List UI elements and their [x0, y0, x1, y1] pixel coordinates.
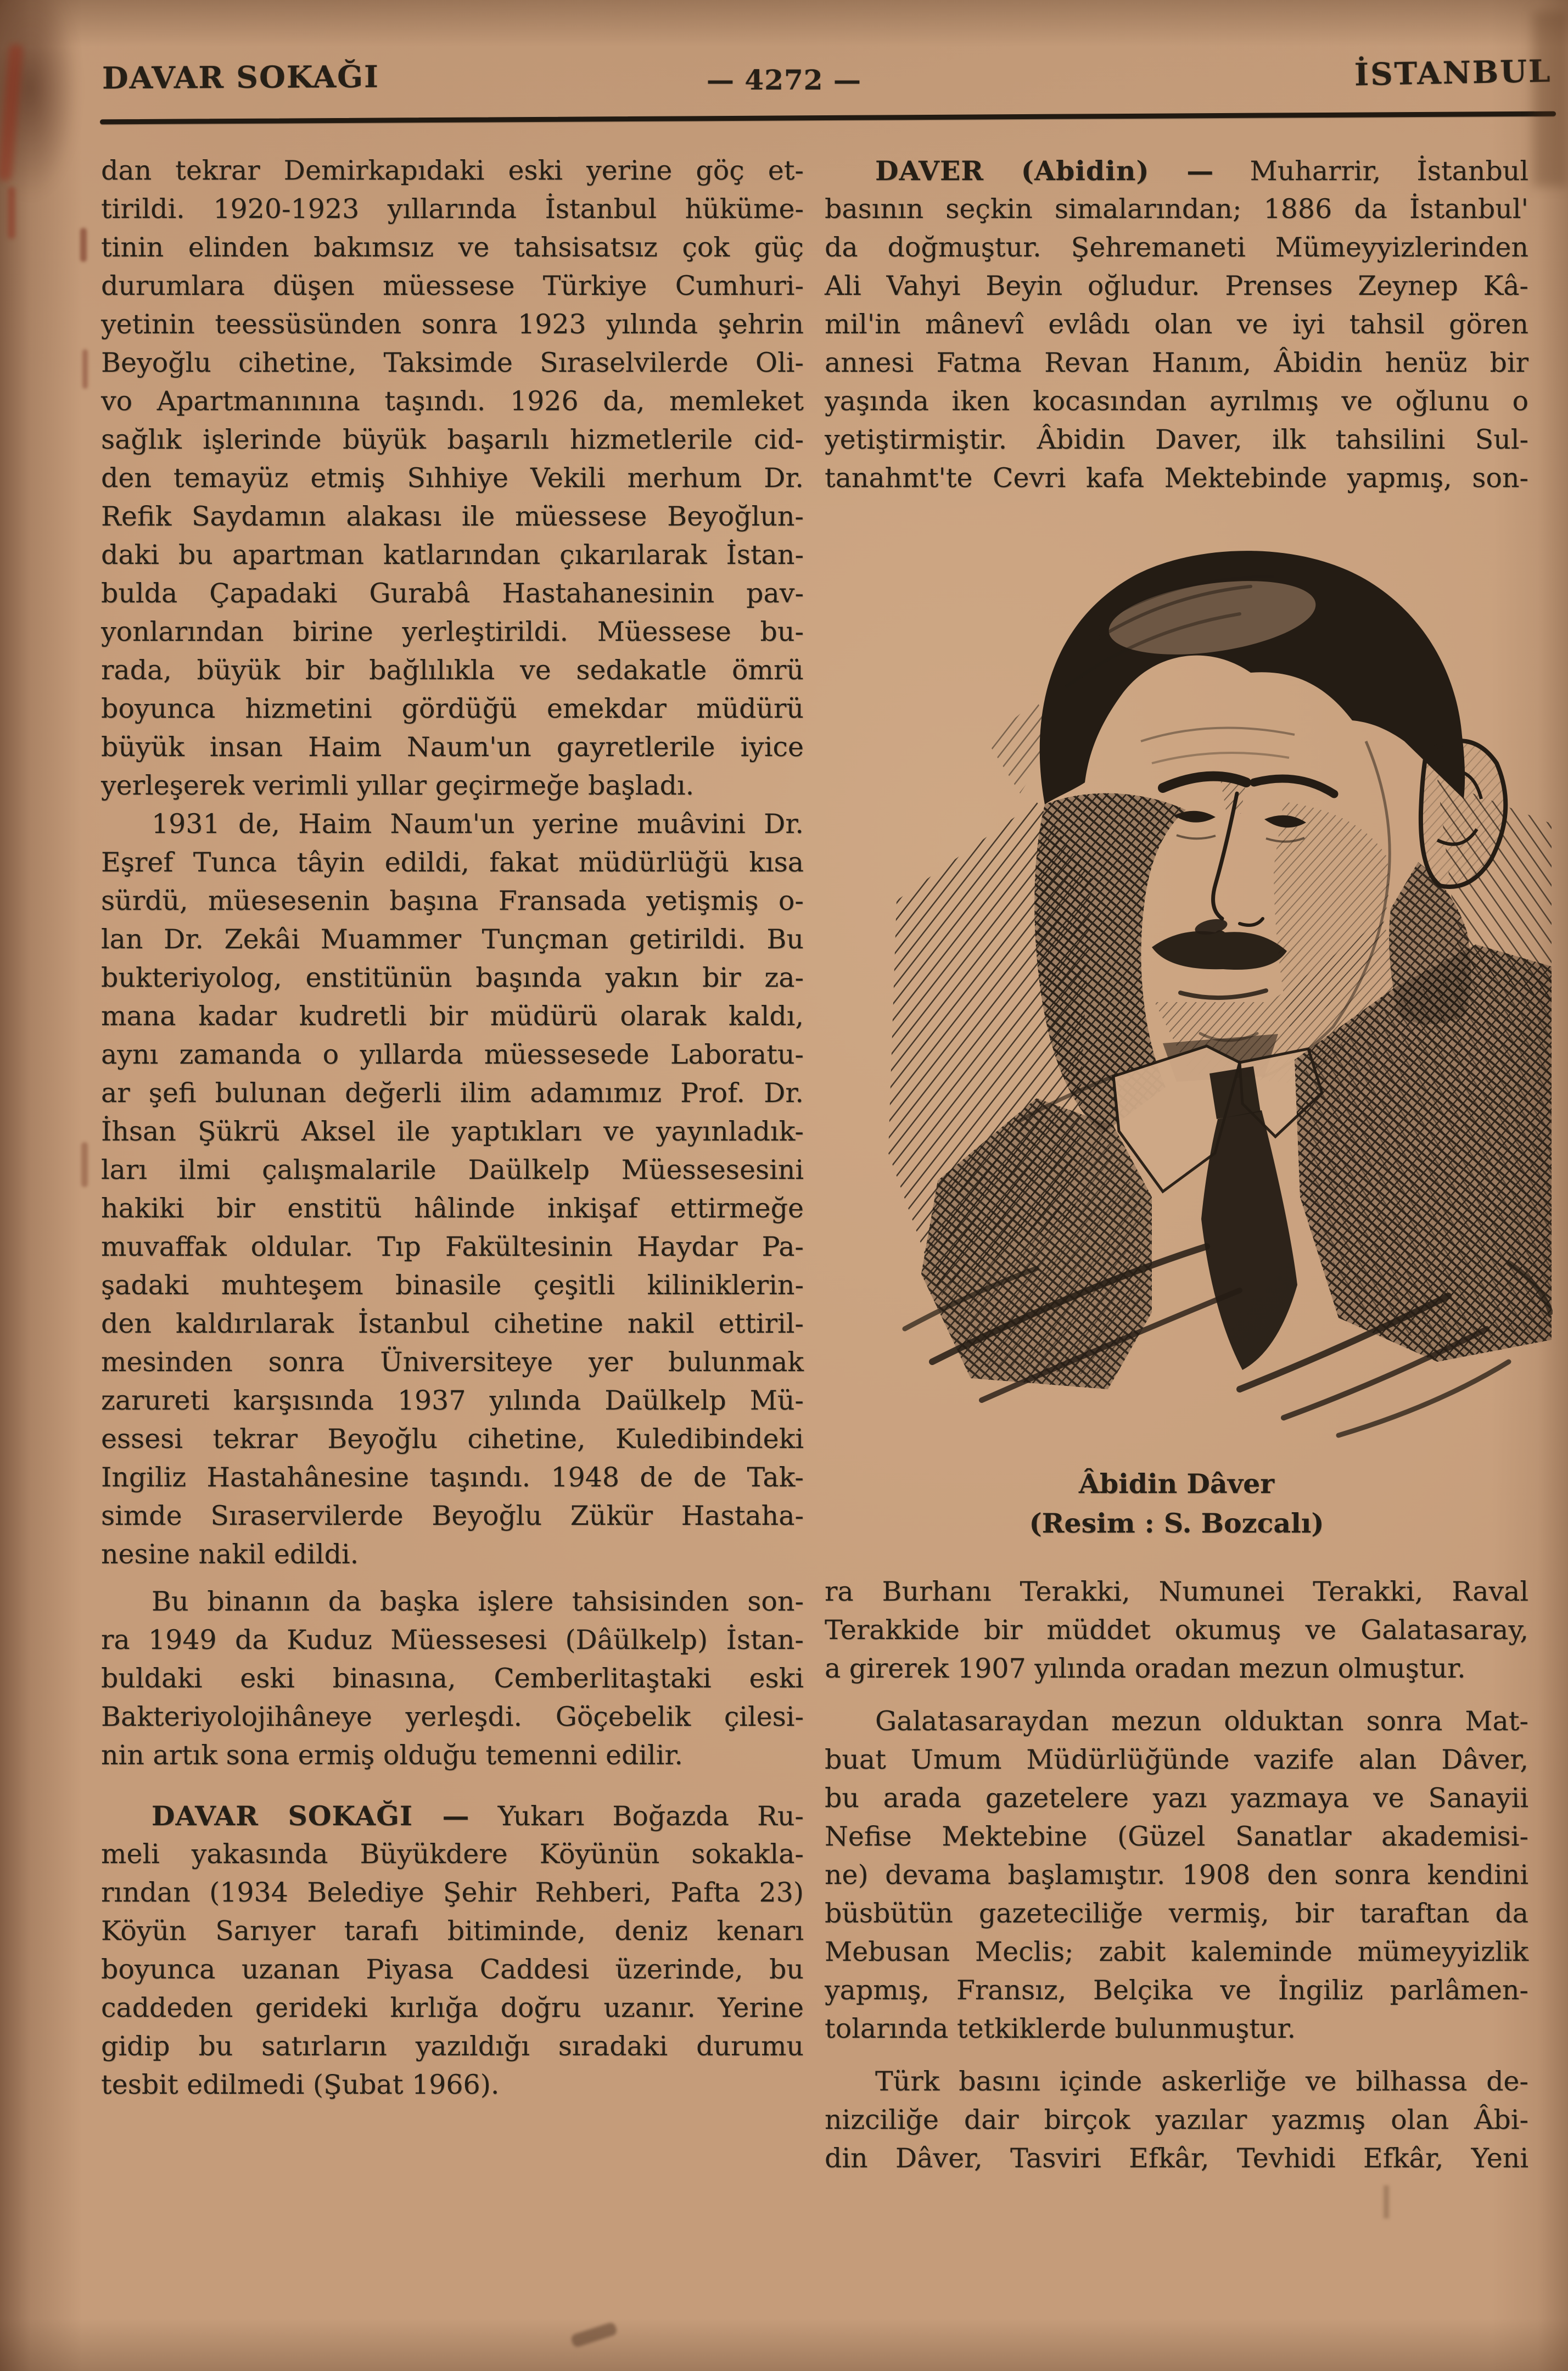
text-line: DAVER (Abidin) — Muharrir, İstanbul [875, 155, 1528, 187]
text-line: tanahmt'te Cevri kafa Mektebinde yapmış, son- [825, 462, 1528, 494]
text-line: yonlarından birine yerleştirildi. Müessese bu- [101, 616, 804, 647]
text-line: Galatasaraydan mezun olduktan sonra Mat- [875, 1705, 1528, 1737]
text-line: Köyün Sarıyer tarafı bitiminde, deniz kenarı [101, 1915, 804, 1947]
paragraph [825, 1702, 1528, 2048]
text-line: muvaffak oldular. Tıp Fakültesinin Haydar Pa- [101, 1231, 804, 1262]
text-line: Mebusan Meclis; zabit kaleminde mümeyyizlik [825, 1936, 1528, 1967]
text-line: annesi Fatma Revan Hanım, Âbidin henüz bir [825, 347, 1528, 378]
scan-smudge [0, 0, 77, 198]
text-line: aynı zamanda o yıllarda müessesede Laboratu- [101, 1039, 804, 1070]
portrait-caption-credit: (Resim : S. Bozcalı) [1029, 1507, 1324, 1539]
page-number: — 4272 — [707, 64, 861, 96]
text-line: Bakteriyolojihâneye yerleşdi. Göçebelik çilesi- [101, 1701, 804, 1732]
text-line: vo Apartmanınına taşındı. 1926 da, memleket [101, 385, 804, 417]
text-line: rada, büyük bir bağlılıkla ve sedakatle ömrü [101, 655, 804, 686]
text-line: Türk basını içinde askerliğe ve bilhassa de- [875, 2066, 1528, 2097]
text-line: rından (1934 Belediye Şehir Rehberi, Pafta 23) [101, 1877, 804, 1908]
text-line: bu arada gazetelere yazı yazmaya ve Sanayii [825, 1782, 1528, 1814]
text-line: tinin elinden bakımsız ve tahsisatsız çok güç [101, 232, 804, 263]
paragraph [101, 805, 804, 1574]
text-line: nin artık sona ermiş olduğu temenni edilir. [101, 1740, 684, 1771]
text-line: Eşref Tunca tâyin edildi, fakat müdürlüğü kısa [101, 847, 804, 878]
text-line: den kaldırılarak İstanbul cihetine nakil ettiril- [101, 1308, 804, 1339]
scan-red-streak [8, 187, 15, 239]
text-line: 1931 de, Haim Naum'un yerine muâvini Dr. [152, 808, 804, 840]
text-line: essesi tekrar Beyoğlu cihetine, Kuledibindeki [101, 1423, 804, 1455]
header-rule [100, 111, 1556, 125]
scan-edge-shadow [1533, 11, 1568, 187]
text-line: a girerek 1907 yılında oradan mezun olmuştur. [825, 1653, 1466, 1684]
scan-scratch [570, 2322, 618, 2348]
paragraph [825, 2062, 1528, 2178]
text-line: ar şefi bulunan değerli ilim adamımız Prof. Dr. [101, 1077, 804, 1109]
text-line: yetiştirmiştir. Âbidin Daver, ilk tahsilini Sul- [825, 424, 1528, 455]
right-column [825, 152, 1528, 2178]
scan-speck [1384, 2185, 1389, 2218]
text-line: Bu binanın da başka işlere tahsisinden son- [152, 1586, 804, 1617]
text-line: nesine nakil edildi. [101, 1539, 359, 1570]
portrait-caption [825, 1464, 1528, 1543]
text-line: lan Dr. Zekâi Muammer Tunçman getirildi. Bu [101, 924, 804, 955]
text-line: din Dâver, Tasviri Efkâr, Tevhidi Efkâr, Yeni [825, 2143, 1528, 2174]
paragraph [101, 152, 804, 805]
text-line: ne) devama başlamıştır. 1908 den sonra kendini [825, 1859, 1528, 1891]
text-line: buat Umum Müdürlüğünde vazife alan Dâver, [825, 1744, 1528, 1775]
text-line: nizciliğe dair birçok yazılar yazmış olan Âbi- [825, 2104, 1528, 2135]
text-line: buldaki eski binasına, Cemberlitaştaki eski [101, 1663, 804, 1694]
text-line: da doğmuştur. Şehremaneti Mümeyyizlerinden [825, 232, 1528, 263]
left-column [101, 152, 804, 2104]
paragraph [101, 1582, 804, 1775]
text-line: den temayüz etmiş Sıhhiye Vekili merhum Dr. [101, 462, 804, 494]
text-line: yapmış, Fransız, Belçika ve İngiliz parlâmen- [825, 1975, 1528, 2006]
text-line: durumlara düşen müessese Türkiye Cumhuri- [101, 270, 804, 301]
text-line: bukteriyolog, enstitünün başında yakın bir za- [101, 962, 804, 993]
text-line: yaşında iken kocasından ayrılmış ve oğlunu o [825, 385, 1528, 417]
paragraph [825, 1573, 1528, 1688]
text-line: simde Sıraservilerde Beyoğlu Zükür Hastaha- [101, 1500, 804, 1531]
text-line: ra Burhanı Terakki, Numunei Terakki, Raval [825, 1576, 1528, 1607]
text-line: Refik Saydamın alakası ile müessese Beyoğlun- [101, 501, 804, 532]
text-line: tolarında tetkiklerde bulunmuştur. [825, 2013, 1296, 2044]
text-line: zarureti karşısında 1937 yılında Daülkelp Mü- [101, 1385, 804, 1416]
portrait-caption-name: Âbidin Dâver [1078, 1468, 1275, 1500]
text-line: yetinin teessüsünden sonra 1923 yılında şehrin [101, 309, 804, 340]
text-line: Ingiliz Hastahânesine taşındı. 1948 de de Tak- [101, 1462, 804, 1493]
text-line: ra 1949 da Kuduz Müessesesi (Dâülkelp) İstan- [101, 1624, 804, 1656]
text-line: mesinden sonra Üniversiteye yer bulunmak [101, 1346, 804, 1378]
text-line: boyunca hizmetini gördüğü emekdar müdürü [101, 693, 804, 724]
text-line: mil'in mânevî evlâdı olan ve iyi tahsil gören [825, 309, 1528, 340]
running-title-left: DAVAR SOKAĞI [102, 58, 380, 96]
scan-speck [81, 1142, 88, 1187]
text-line: hakiki bir enstitü hâlinde inkişaf ettirmeğe [101, 1193, 804, 1224]
text-line: gidip bu satırların yazıldığı sıradaki durumu [101, 2031, 804, 2062]
text-line: ları ilmi çalışmalarile Daülkelp Müessesesini [101, 1154, 804, 1186]
entry-title: DAVAR SOKAĞI — [152, 1800, 470, 1832]
text-line: büsbütün gazeteciliğe vermiş, bir taraftan da [825, 1898, 1528, 1929]
text-line: dan tekrar Demirkapıdaki eski yerine göç et- [101, 155, 804, 186]
text-line: İhsan Şükrü Aksel ile yaptıkları ve yayınladık- [101, 1116, 804, 1147]
text-line: boyunca uzanan Piyasa Caddesi üzerinde, bu [101, 1954, 804, 1985]
text-line: Terakkide bir müddet okumuş ve Galatasaray, [825, 1614, 1528, 1646]
text-line: bulda Çapadaki Gurabâ Hastahanesinin pav- [101, 578, 804, 609]
text-line: sürdü, müesesenin başına Fransada yetişmiş o- [101, 885, 804, 916]
text-line: Ali Vahyi Beyin oğludur. Prenses Zeynep Kâ- [825, 270, 1528, 301]
text-line: daki bu apartman katlarından çıkarılarak İstan- [101, 539, 804, 571]
text-line: tesbit edilmedi (Şubat 1966). [101, 2069, 500, 2100]
text-line: büyük insan Haim Naum'un gayretlerile iyice [101, 731, 804, 763]
right-column-bottom [825, 1573, 1528, 2178]
text-line: mana kadar kudretli bir müdürü olarak kaldı, [101, 1000, 804, 1032]
text-line: tirildi. 1920-1923 yıllarında İstanbul hüküme- [101, 193, 804, 225]
text-line: Beyoğlu cihetine, Taksimde Sıraselvilerde Oli- [101, 347, 804, 378]
text-line: DAVAR SOKAĞI — Yukarı Boğazda Ru- [152, 1800, 804, 1832]
right-column-top [825, 152, 1528, 497]
scan-speck [82, 349, 88, 389]
entry-paragraph [101, 1797, 804, 2104]
text-line: yerleşerek verimli yıllar geçirmeğe başladı. [101, 770, 695, 801]
scan-speck [80, 228, 87, 262]
text-line: meli yakasında Büyükdere Köyünün sokakla- [101, 1838, 804, 1870]
text-line: caddeden gerideki kırlığa doğru uzanır. Yerine [101, 1992, 804, 2023]
entry-paragraph [825, 152, 1528, 497]
running-title-right: İSTANBUL [1353, 53, 1552, 93]
text-line: sağlık işlerinde büyük başarılı hizmetlerile cid- [101, 424, 804, 455]
text-line: basının seçkin simalarından; 1886 da İstanbul' [825, 193, 1528, 225]
text-line: şadaki muhteşem binasile çeşitli kiliniklerin- [101, 1270, 804, 1301]
abidin-daver-portrait-drawing [855, 505, 1553, 1439]
portrait-figure [825, 505, 1528, 1543]
text-line: Nefise Mektebine (Güzel Sanatlar akademisi- [825, 1821, 1528, 1852]
entry-title: DAVER (Abidin) — [875, 155, 1214, 187]
